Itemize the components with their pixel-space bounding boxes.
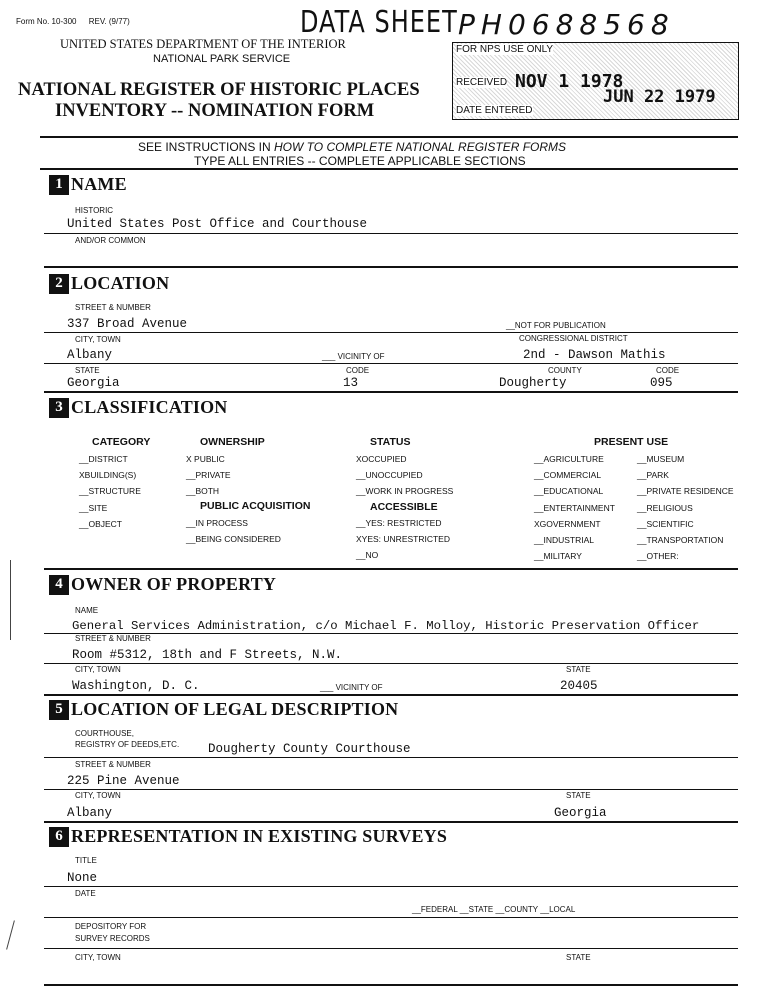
owner-street-value: Room #5312, 18th and F Streets, N.W. xyxy=(72,648,343,662)
use-religious: __RELIGIOUS xyxy=(637,502,693,513)
status-heading: STATUS xyxy=(370,436,411,448)
use-industrial: __INDUSTRIAL xyxy=(534,535,594,546)
legal-street-label: STREET & NUMBER xyxy=(75,760,151,769)
form-title-2: INVENTORY -- NOMINATION FORM xyxy=(55,101,375,121)
not-for-publication: __NOT FOR PUBLICATION xyxy=(506,321,606,330)
section-classification-heading: 3 CLASSIFICATION xyxy=(49,397,228,418)
acquisition-considered: __BEING CONSIDERED xyxy=(186,534,281,545)
accessible-unrestricted: XYES: UNRESTRICTED xyxy=(356,534,450,545)
use-scientific: __SCIENTIFIC xyxy=(637,518,694,529)
registry-label: REGISTRY OF DEEDS,ETC. xyxy=(75,740,180,749)
section-owner-heading: 4 OWNER OF PROPERTY xyxy=(49,574,276,595)
category-building: XBUILDING(S) xyxy=(79,470,137,481)
vicinity-of: ___ VICINITY OF xyxy=(322,352,385,361)
county-code-label: CODE xyxy=(656,366,680,375)
instructions: SEE INSTRUCTIONS IN HOW TO COMPLETE NATIONAL REGISTER FORMS xyxy=(138,140,567,154)
use-educational: __EDUCATIONAL xyxy=(534,486,604,497)
county-code-value: 095 xyxy=(650,376,673,390)
depository-label-2: SURVEY RECORDS xyxy=(75,934,150,943)
survey-title-label: TITLE xyxy=(75,856,97,865)
acquisition-list xyxy=(186,515,281,547)
legal-street-value: 225 Pine Avenue xyxy=(67,774,180,788)
common-label: AND/OR COMMON xyxy=(75,236,146,245)
survey-level-options: __FEDERAL __STATE __COUNTY __LOCAL xyxy=(412,905,576,914)
category-structure: __STRUCTURE xyxy=(79,486,141,497)
department: UNITED STATES DEPARTMENT OF THE INTERIOR xyxy=(60,37,346,51)
legal-city-label: CITY, TOWN xyxy=(75,791,121,800)
owner-vicinity: ___ VICINITY OF xyxy=(320,683,383,692)
county-label: COUNTY xyxy=(548,366,582,375)
registry-value: Dougherty County Courthouse xyxy=(208,742,411,756)
ownership-both: __BOTH xyxy=(186,486,220,497)
owner-street-label: STREET & NUMBER xyxy=(75,634,151,643)
category-heading: CATEGORY xyxy=(92,436,151,448)
use-transportation: __TRANSPORTATION xyxy=(637,535,724,546)
accessible-no: __NO xyxy=(356,550,379,561)
state-code-value: 13 xyxy=(343,376,359,390)
acquisition-heading: PUBLIC ACQUISITION xyxy=(200,500,311,512)
service: NATIONAL PARK SERVICE xyxy=(153,53,291,65)
ownership-list xyxy=(186,451,231,500)
use-private-residence: __PRIVATE RESIDENCE xyxy=(637,486,734,497)
handwritten-id: PH0688568 xyxy=(458,8,675,41)
legal-state-label: STATE xyxy=(566,791,591,800)
status-unoccupied: __UNOCCUPIED xyxy=(356,470,423,481)
state-label: STATE xyxy=(75,366,100,375)
section-location-heading: 2 LOCATION xyxy=(49,273,169,294)
accessible-list xyxy=(356,515,450,564)
owner-name-label: NAME xyxy=(75,606,99,615)
status-list xyxy=(356,451,453,500)
category-district: __DISTRICT xyxy=(79,454,128,464)
category-object: __OBJECT xyxy=(79,518,122,529)
owner-state-label: STATE xyxy=(566,665,591,674)
scan-mark xyxy=(10,560,11,640)
legal-city-value: Albany xyxy=(67,806,113,820)
city-label: CITY, TOWN xyxy=(75,335,121,344)
nps-use-box xyxy=(452,42,739,120)
county-value: Dougherty xyxy=(499,376,567,390)
instructions-line2: TYPE ALL ENTRIES -- COMPLETE APPLICABLE SECTIONS xyxy=(194,154,526,168)
category-site: __SITE xyxy=(79,502,108,513)
courthouse-label: COURTHOUSE, xyxy=(75,729,134,738)
accessible-heading: ACCESSIBLE xyxy=(370,501,438,513)
use-museum: __MUSEUM xyxy=(637,454,685,464)
code-label: CODE xyxy=(346,366,370,375)
owner-state-value: 20405 xyxy=(560,679,598,693)
received-label: RECEIVED xyxy=(456,77,508,88)
street-value: 337 Broad Avenue xyxy=(67,317,188,331)
form-number: Form No. 10-300 REV. (9/77) xyxy=(16,17,130,26)
form-title-1: NATIONAL REGISTER OF HISTORIC PLACES xyxy=(18,80,420,100)
survey-state-label: STATE xyxy=(566,953,591,962)
data-sheet-stamp: DATA SHEET xyxy=(300,4,458,40)
depository-label-1: DEPOSITORY FOR xyxy=(75,922,147,931)
congressional-value: 2nd - Dawson Mathis xyxy=(523,348,666,362)
use-commercial: __COMMERCIAL xyxy=(534,470,602,481)
accessible-restricted: __YES: RESTRICTED xyxy=(356,518,442,528)
section-surveys-heading: 6 REPRESENTATION IN EXISTING SURVEYS xyxy=(49,826,447,847)
owner-city-value: Washington, D. C. xyxy=(72,679,200,693)
ownership-heading: OWNERSHIP xyxy=(200,436,265,448)
state-value: Georgia xyxy=(67,376,120,390)
congressional-label: CONGRESSIONAL DISTRICT xyxy=(519,334,628,343)
use-park: __PARK xyxy=(637,470,669,481)
scan-mark-2 xyxy=(6,920,15,949)
present-use-heading: PRESENT USE xyxy=(594,436,669,448)
use-government: XGOVERNMENT xyxy=(534,518,601,529)
ownership-private: __PRIVATE xyxy=(186,470,231,481)
entered-stamp: JUN 22 1979 xyxy=(603,87,716,107)
street-label: STREET & NUMBER xyxy=(75,303,151,312)
status-work-in-progress: __WORK IN PROGRESS xyxy=(356,486,454,497)
owner-city-label: CITY, TOWN xyxy=(75,665,121,674)
date-entered-label: DATE ENTERED xyxy=(456,105,533,116)
city-value: Albany xyxy=(67,348,113,362)
status-occupied: XOCCUPIED xyxy=(356,454,407,464)
acquisition-in-process: __IN PROCESS xyxy=(186,518,248,528)
legal-state-value: Georgia xyxy=(554,806,607,820)
use-agriculture: __AGRICULTURE xyxy=(534,454,604,464)
section-legal-heading: 5 LOCATION OF LEGAL DESCRIPTION xyxy=(49,699,398,720)
received-stamp: NOV 1 1978 xyxy=(515,71,624,92)
owner-name-value: General Services Administration, c/o Michael F. Molloy, Historic Preservation Officer xyxy=(72,619,700,633)
use-military: __MILITARY xyxy=(534,551,582,562)
section-name-heading: 1 NAME xyxy=(49,174,127,195)
present-use-list-2 xyxy=(637,451,734,564)
category-list xyxy=(79,451,141,532)
use-other: __OTHER: xyxy=(637,551,679,562)
present-use-list-1 xyxy=(534,451,615,564)
survey-title-value: None xyxy=(67,871,98,885)
nps-use-label: FOR NPS USE ONLY xyxy=(456,44,554,55)
use-entertainment: __ENTERTAINMENT xyxy=(534,502,615,513)
historic-name: United States Post Office and Courthouse xyxy=(67,217,368,231)
ownership-public: X PUBLIC xyxy=(186,454,225,464)
survey-date-label: DATE xyxy=(75,889,96,898)
survey-city-label: CITY, TOWN xyxy=(75,953,121,962)
historic-label: HISTORIC xyxy=(75,206,114,215)
